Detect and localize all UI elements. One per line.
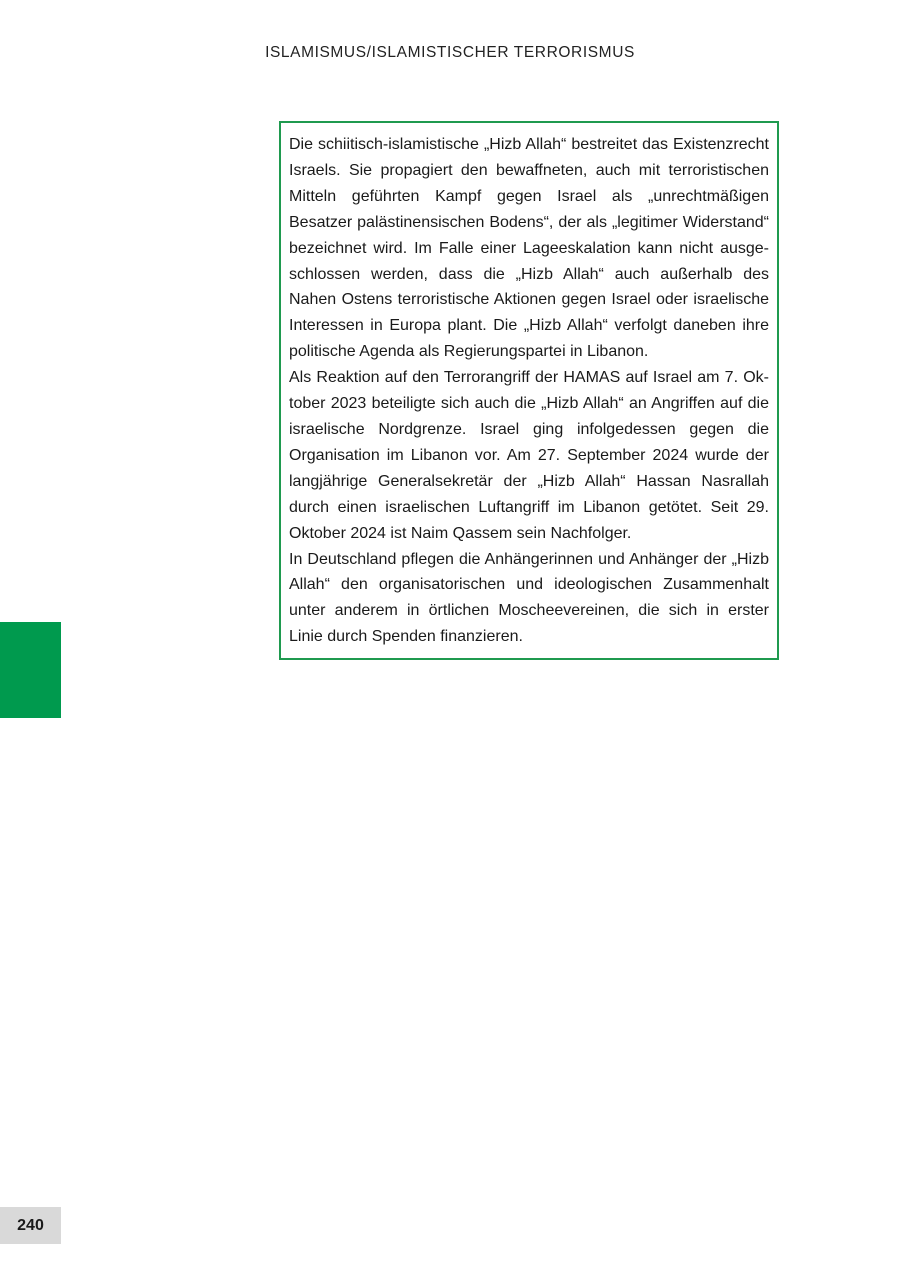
info-paragraph-1: Die schiitisch-islamistische „Hizb Allah“ bestreitet das Existenzrecht Israels. Sie propagiert den bewaffneten, auch mit terroristischen Mitteln geführten Kampf gegen Israel als „unrechtmäßigen Besatzer palästinensischen Bodens“, der als „legitimer Widerstand“ bezeichnet wird. Im Falle einer Lageeskalation kann nicht ausgeschlossen werden, dass die „Hizb Allah“ auch außerhalb des Nahen Ostens terroristische Aktionen gegen Israel oder israelische Interessen in Europa plant. Die „Hizb Allah“ verfolgt daneben ihre politische Agenda als Regierungspartei in Libanon.	[289, 136, 769, 361]
info-box	[279, 121, 779, 660]
running-header: ISLAMISMUS/ISLAMISTISCHER TERRORISMUS	[265, 44, 635, 61]
page-number: 240	[0, 1207, 61, 1244]
info-paragraph-2: Als Reaktion auf den Terrorangriff der HAMAS auf Israel am 7. Oktober 2023 beteiligte sich auch die „Hizb Allah“ an Angriffen auf die israelische Nordgrenze. Israel ging infolgedessen gegen die Organisation im Libanon vor. Am 27. September 2024 wurde der langjährige Generalsekretär der „Hizb Allah“ Hassan Nasrallah durch einen israelischen Luftangriff im Libanon getötet. Seit 29. Oktober 2024 ist Naim Qassem sein Nachfolger.	[289, 369, 769, 542]
info-paragraph-3: In Deutschland pflegen die Anhängerinnen und Anhänger der „Hizb Allah“ den organisatorischen und ideologischen Zusammenhalt unter anderem in örtlichen Moscheevereinen, die sich in erster Linie durch Spenden finanzieren.	[289, 550, 769, 646]
chapter-side-tab	[0, 622, 61, 718]
